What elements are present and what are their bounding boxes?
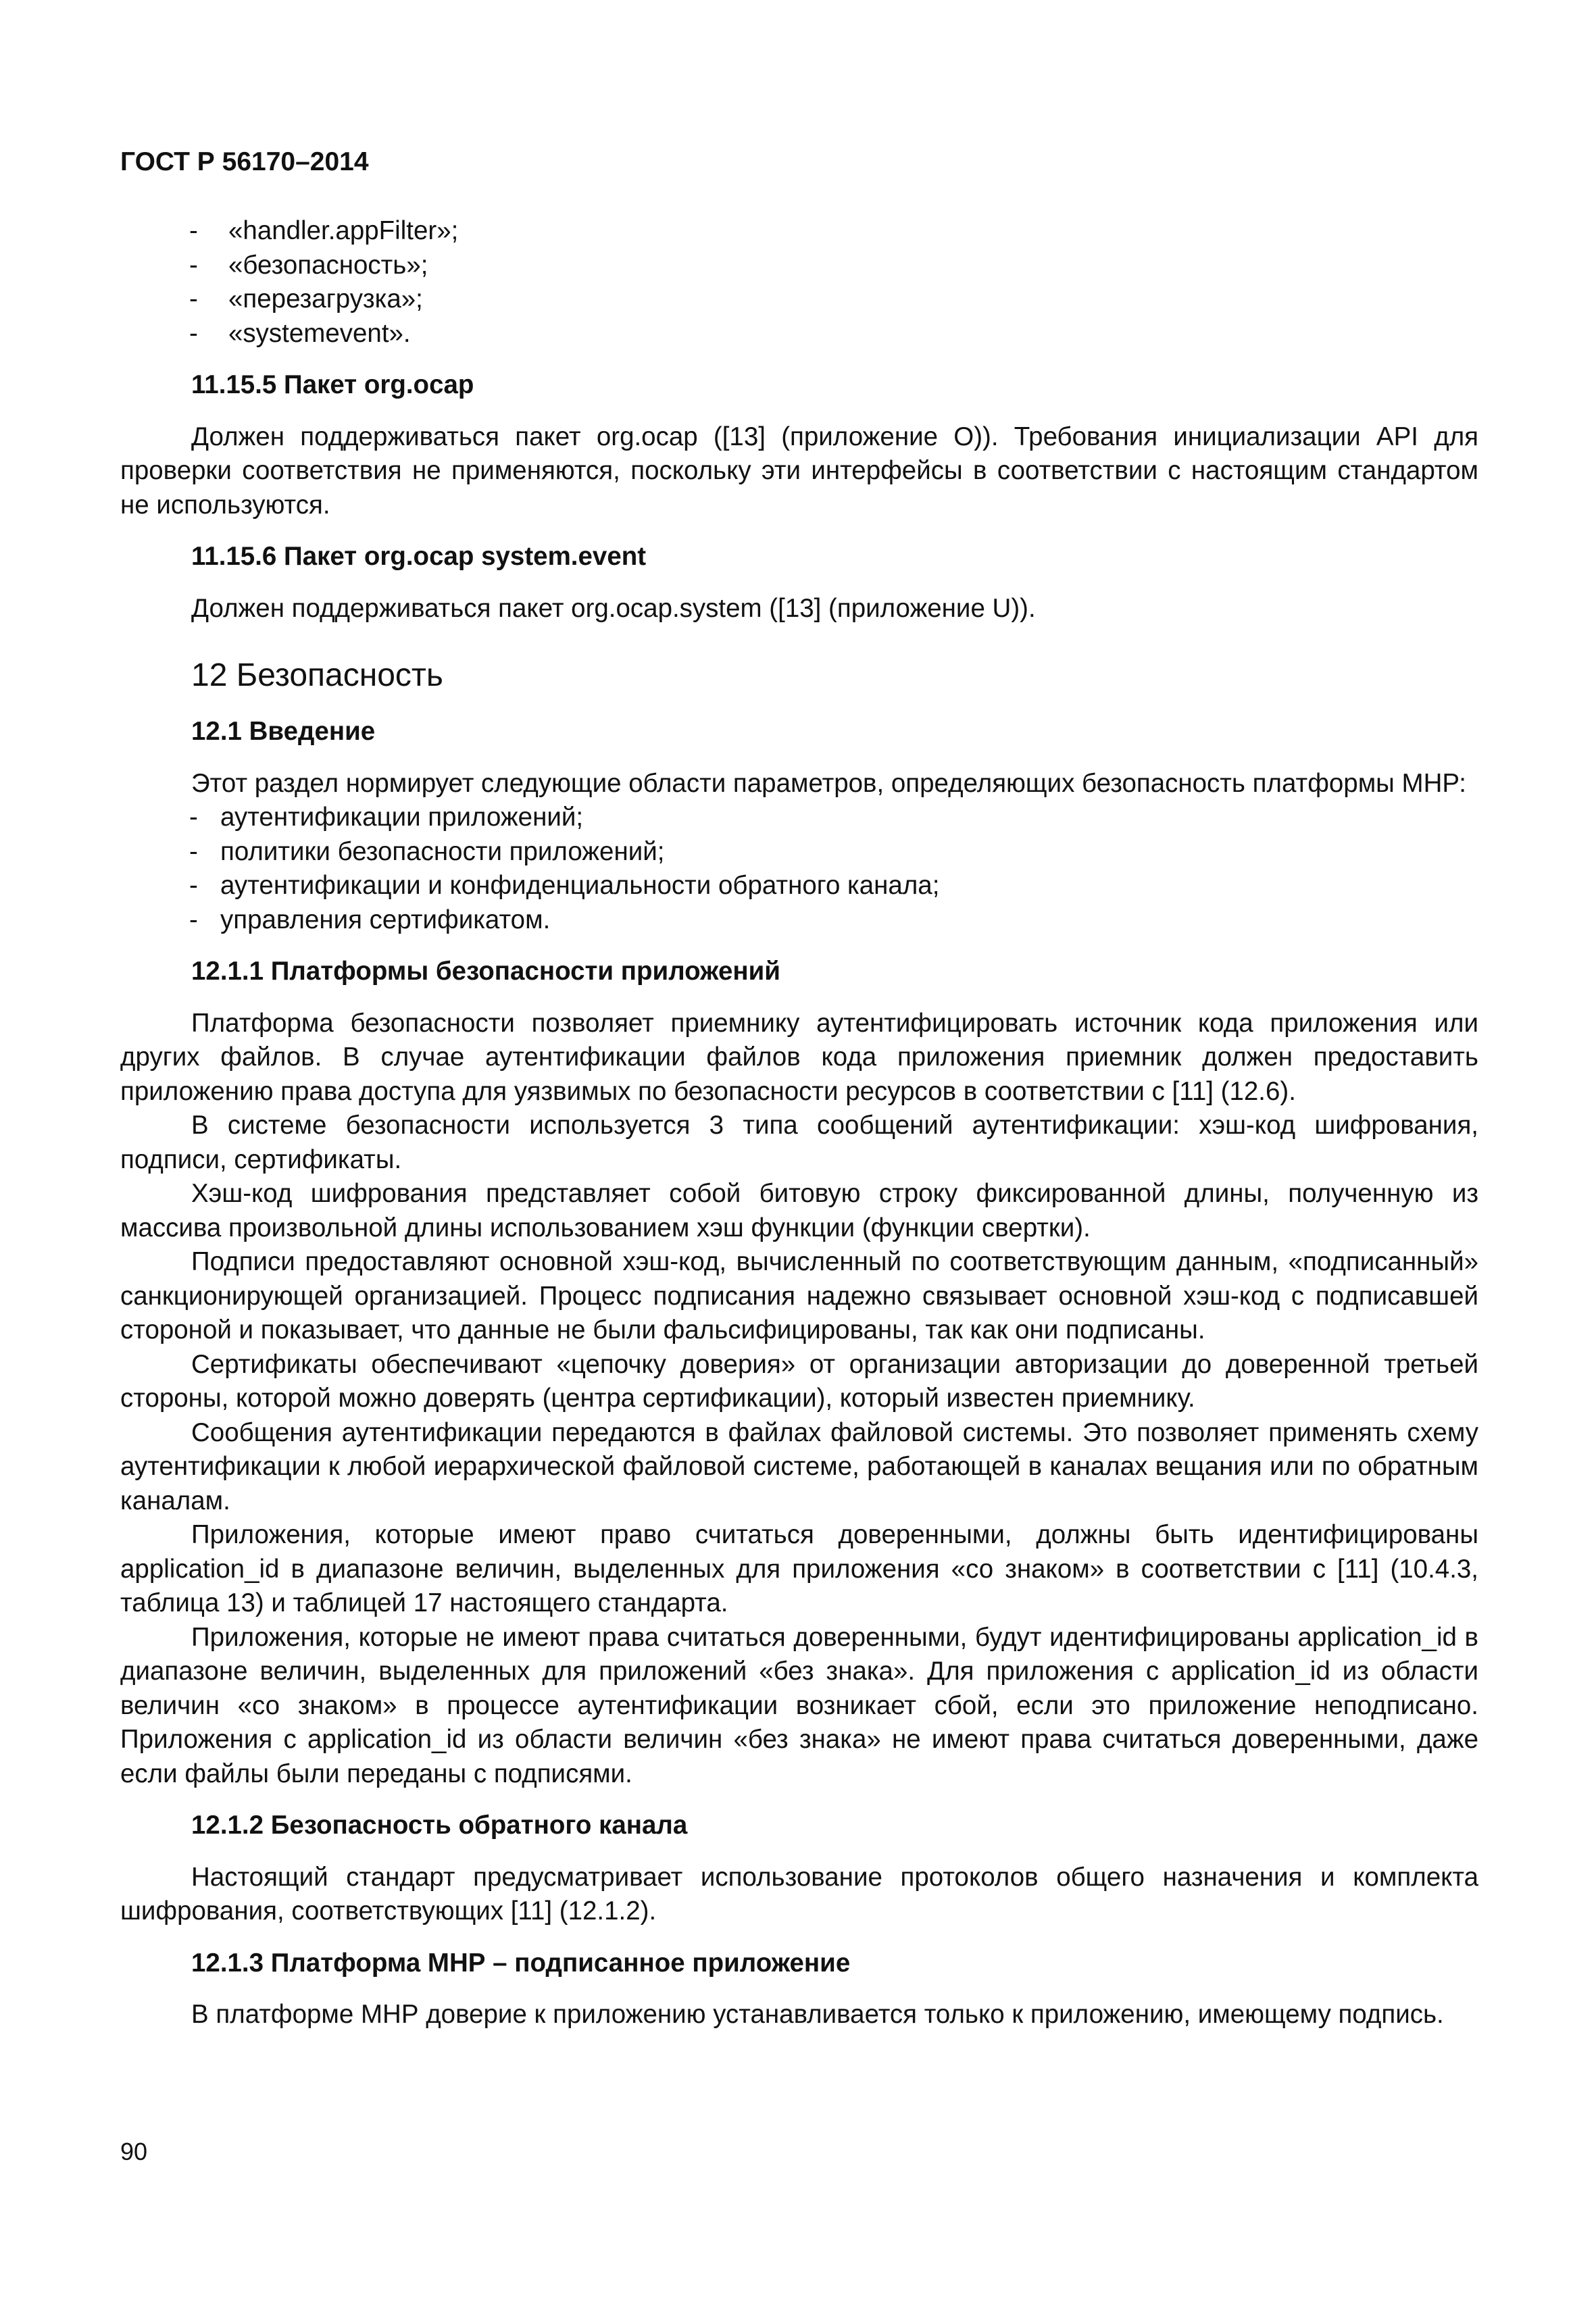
list-item-text: «systemevent». xyxy=(228,318,411,348)
list-item xyxy=(120,317,1478,351)
list-dash: - xyxy=(189,284,198,313)
list-item-text: «handler.appFilter»; xyxy=(228,216,459,245)
list-dash: - xyxy=(189,871,198,900)
page-number: 90 xyxy=(120,2138,148,2165)
paragraph: В платформе МНР доверие к приложению устанавливается только к приложению, имеющему подпись. xyxy=(191,2000,1444,2029)
section-heading-12-1-1: 12.1.1 Платформы безопасности приложений xyxy=(191,957,780,986)
list-item xyxy=(120,249,1478,283)
list-dash: - xyxy=(189,318,198,348)
section-heading-11-15-5: 11.15.5 Пакет org.ocap xyxy=(191,370,474,399)
chapter-heading-12: 12 Безопасность xyxy=(191,657,443,693)
section-heading-12-1-3: 12.1.3 Платформа МНР – подписанное приложение xyxy=(191,1948,851,1978)
paragraph: Этот раздел нормирует следующие области параметров, определяющих безопасность платформы МНР: xyxy=(191,768,1466,798)
paragraph: Сертификаты обеспечивают «цепочку доверия» от организации авторизации до доверенной третьей стороны, которой можно доверять (центра сертификации), который известен приемнику. xyxy=(120,1349,1478,1413)
paragraph: Должен поддерживаться пакет org.ocap.system ([13] (приложение U)). xyxy=(191,593,1036,623)
list-item xyxy=(120,801,1478,835)
paragraph: Приложения, которые имеют право считаться доверенными, должны быть идентифицированы application_id в диапазоне величин, выделенных для приложения «со знаком» в соответствии с [11] (10.4.3, таблица 13) и таблицей 17 настоящего стандарта. xyxy=(120,1520,1478,1617)
paragraph: Подписи предоставляют основной хэш-код, вычисленный по соответствующим данным, «подписанный» санкционирующей организацией. Процесс подписания надежно связывает основной хэш-код с подписавшей стороной и показывает, что данные не были фальсифицированы, так как они подписаны. xyxy=(120,1247,1478,1344)
document-code: ГОСТ Р 56170–2014 xyxy=(120,147,369,176)
list-dash: - xyxy=(189,250,198,280)
list-item xyxy=(120,282,1478,317)
security-areas-list xyxy=(120,801,1478,937)
list-dash: - xyxy=(189,803,198,832)
list-item xyxy=(120,835,1478,870)
section-heading-12-1: 12.1 Введение xyxy=(191,717,376,746)
list-item-text: «перезагрузка»; xyxy=(228,284,423,313)
list-item xyxy=(120,214,1478,249)
paragraph: В системе безопасности используется 3 типа сообщений аутентификации: хэш-код шифрования, подписи, сертификаты. xyxy=(120,1111,1478,1174)
paragraph: Сообщения аутентификации передаются в файлах файловой системы. Это позволяет применять схему аутентификации к любой иерархической файловой системе, работающей в каналах вещания или по обратным каналам. xyxy=(120,1417,1478,1515)
list-dash: - xyxy=(189,836,198,866)
paragraph: Должен поддерживаться пакет org.ocap ([13] (приложение O)). Требования инициализации API для проверки соответствия не применяются, поскольку эти интерфейсы в соответствии с настоящим стандартом не используются. xyxy=(120,422,1478,520)
section-heading-11-15-6: 11.15.6 Пакет org.ocap system.event xyxy=(191,542,647,571)
paragraph: Хэш-код шифрования представляет собой битовую строку фиксированной длины, полученную из массива произвольной длины использованием хэш функции (функции свертки). xyxy=(120,1179,1478,1242)
document-page xyxy=(120,145,1478,2032)
list-dash: - xyxy=(189,216,198,245)
list-item-text: политики безопасности приложений; xyxy=(220,836,665,866)
list-item-text: «безопасность»; xyxy=(228,250,428,280)
list-item xyxy=(120,869,1478,903)
list-item xyxy=(120,903,1478,938)
paragraph: Приложения, которые не имеют права считаться доверенными, будут идентифицированы application_id в диапазоне величин, выделенных для приложений «без знака». Для приложения с application_id из области величин «со знаком» в процессе аутентификации возникает сбой, если это приложение неподписано. Приложения с application_id из области величин «без знака» не имеют права считаться доверенными, даже если файлы были переданы с подписями. xyxy=(120,1622,1478,1788)
list-item-text: управления сертификатом. xyxy=(220,905,551,934)
list-item-text: аутентификации и конфиденциальности обратного канала; xyxy=(220,871,940,900)
list-item-text: аутентификации приложений; xyxy=(220,803,584,832)
list-dash: - xyxy=(189,905,198,934)
paragraph: Настоящий стандарт предусматривает использование протоколов общего назначения и комплекта шифрования, соответствующих [11] (12.1.2). xyxy=(120,1862,1478,1926)
package-list xyxy=(120,214,1478,351)
paragraph: Платформа безопасности позволяет приемнику аутентифицировать источник кода приложения или других файлов. В случае аутентификации файлов кода приложения приемник должен предоставить приложению права доступа для уязвимых по безопасности ресурсов в соответствии с [11] (12.6). xyxy=(120,1008,1478,1106)
section-heading-12-1-2: 12.1.2 Безопасность обратного канала xyxy=(191,1811,688,1840)
